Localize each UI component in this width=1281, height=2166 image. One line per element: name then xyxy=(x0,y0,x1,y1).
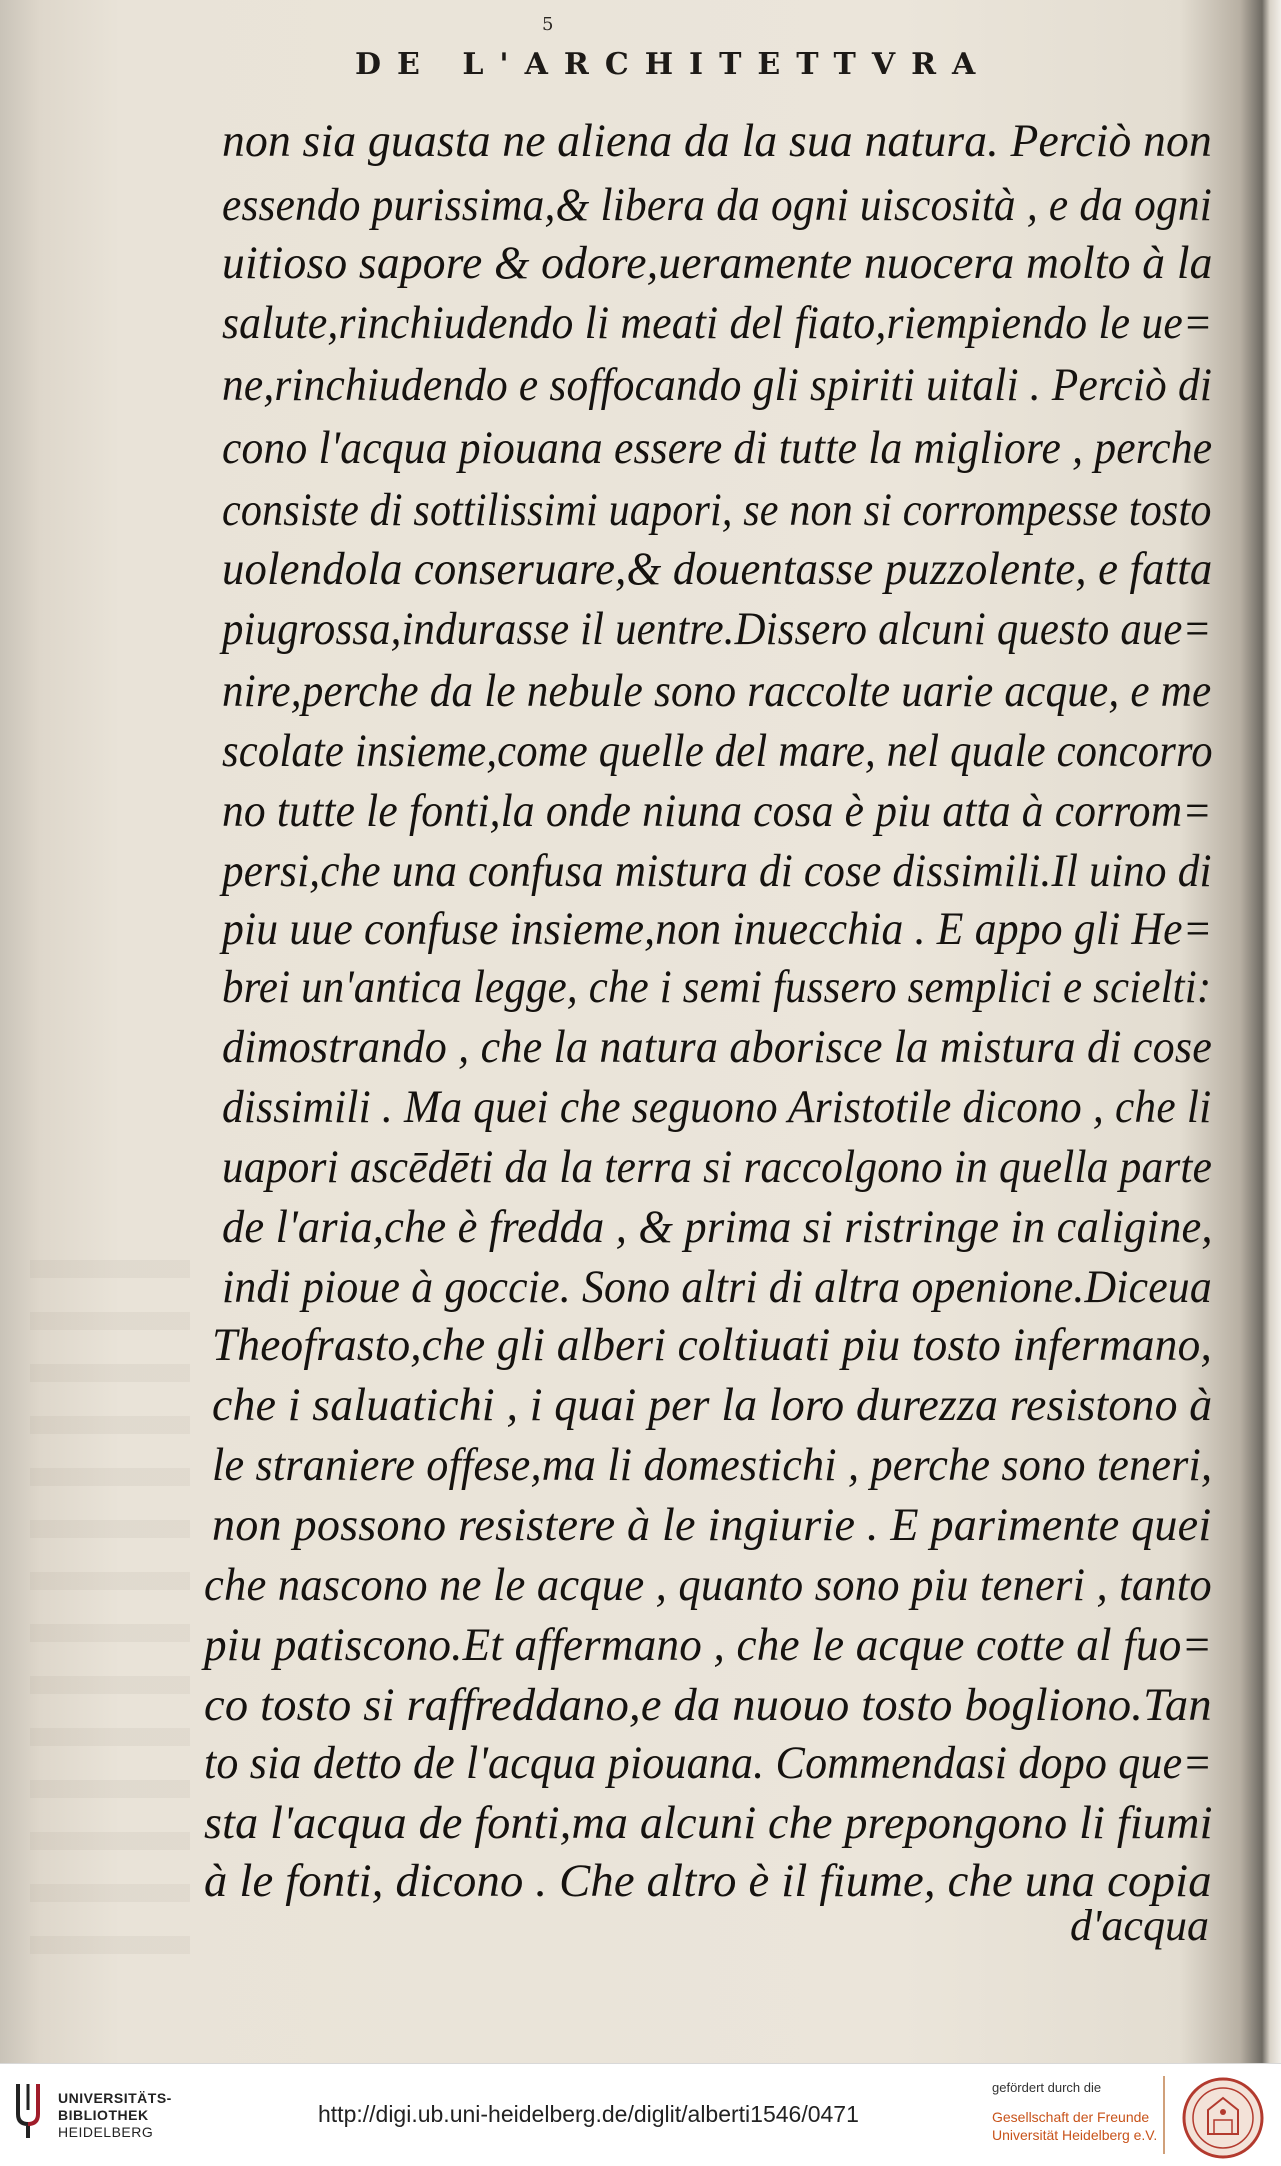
footer-divider xyxy=(1163,2076,1165,2154)
sponsor-label: gefördert durch die xyxy=(992,2080,1102,2095)
signature-mark: 5 xyxy=(542,14,554,35)
library-name-line: UNIVERSITÄTS- xyxy=(58,2090,172,2106)
library-name-line: HEIDELBERG xyxy=(58,2124,154,2140)
text-line: essendo purissima,& libera da ogni uiscosità , e da ogni xyxy=(222,179,1213,231)
university-seal-icon xyxy=(1180,2076,1266,2160)
text-line: non sia guasta ne aliena da la sua natura. Perciò non xyxy=(222,115,1213,167)
text-line: sta l'acqua de fonti,ma alcuni che prepongono li fiumi xyxy=(204,1797,1213,1849)
text-line: dimostrando , che la natura aborisce la mistura di cose xyxy=(222,1021,1212,1073)
text-line: indi pioue à goccie. Sono altri di altra openione.Diceua xyxy=(222,1261,1212,1313)
text-line: nire,perche da le nebule sono raccolte uarie acque, e me xyxy=(222,665,1212,717)
sponsor-name-line: Gesellschaft der Freunde xyxy=(992,2109,1150,2125)
text-line: de l'aria,che è fredda , & prima si ristringe in caligine, xyxy=(222,1201,1213,1253)
text-line: uolendola conseruare,& douentasse puzzolente, e fatta xyxy=(222,543,1213,595)
library-name-line: BIBLIOTHEK xyxy=(58,2107,149,2123)
text-line: uapori ascēdēti da la terra si raccolgono in quella parte xyxy=(222,1141,1213,1193)
text-line: le straniere offese,ma li domestichi , perche sono teneri, xyxy=(212,1439,1213,1491)
sponsor-name[interactable] xyxy=(992,2108,1157,2144)
text-line: co tosto si raffreddano,e da nuouo tosto bogliono.Tan xyxy=(204,1679,1212,1731)
text-line: Theofrasto,che gli alberi coltiuati piu tosto infermano, xyxy=(212,1319,1212,1371)
ub-heidelberg-logo-icon[interactable] xyxy=(12,2080,48,2144)
text-line: to sia detto de l'acqua piouana. Commendasi dopo que= xyxy=(204,1737,1213,1789)
text-line: à le fonti, dicono . Che altro è il fiume, che una copia xyxy=(204,1855,1212,1907)
text-line: che i saluatichi , i quai per la loro durezza resistono à xyxy=(212,1379,1213,1431)
text-line: piu uue confuse insieme,non inuecchia . E appo gli He= xyxy=(222,903,1213,955)
text-line: persi,che una confusa mistura di cose dissimili.Il uino di xyxy=(222,845,1212,897)
text-line: consiste di sottilissimi uapori, se non si corrompesse tosto xyxy=(222,484,1212,536)
text-line: dissimili . Ma quei che seguono Aristotile dicono , che li xyxy=(222,1081,1212,1133)
text-line: no tutte le fonti,la onde niuna cosa è piu atta à corrom= xyxy=(222,785,1212,837)
text-line: uitioso sapore & odore,ueramente nuocera molto à la xyxy=(222,237,1213,289)
catchword: d'acqua xyxy=(1070,1901,1209,1950)
text-line: scolate insieme,come quelle del mare, nel quale concorro xyxy=(222,725,1213,777)
text-line: salute,rinchiudendo li meati del fiato,riempiendo le ue= xyxy=(222,297,1213,349)
text-line: cono l'acqua piouana essere di tutte la migliore , perche xyxy=(222,422,1213,474)
text-line: piugrossa,indurasse il uentre.Dissero alcuni questo aue= xyxy=(222,603,1212,655)
running-head: DE L'ARCHITETTVRA xyxy=(355,47,992,82)
text-line: piu patiscono.Et affermano , che le acque cotte al fuo= xyxy=(204,1619,1213,1671)
text-line: ne,rinchiudendo e soffocando gli spiriti uitali . Perciò di xyxy=(222,359,1213,411)
library-name xyxy=(58,2090,172,2141)
sponsor-name-line: Universität Heidelberg e.V. xyxy=(992,2127,1158,2143)
permalink-url[interactable]: http://digi.ub.uni-heidelberg.de/diglit/alberti1546/0471 xyxy=(318,2101,859,2127)
text-line: non possono resistere à le ingiurie . E parimente quei xyxy=(212,1499,1212,1551)
text-line: che nascono ne le acque , quanto sono piu teneri , tanto xyxy=(204,1559,1212,1611)
text-line: brei un'antica legge, che i semi fussero semplici e scielti: xyxy=(222,961,1212,1013)
